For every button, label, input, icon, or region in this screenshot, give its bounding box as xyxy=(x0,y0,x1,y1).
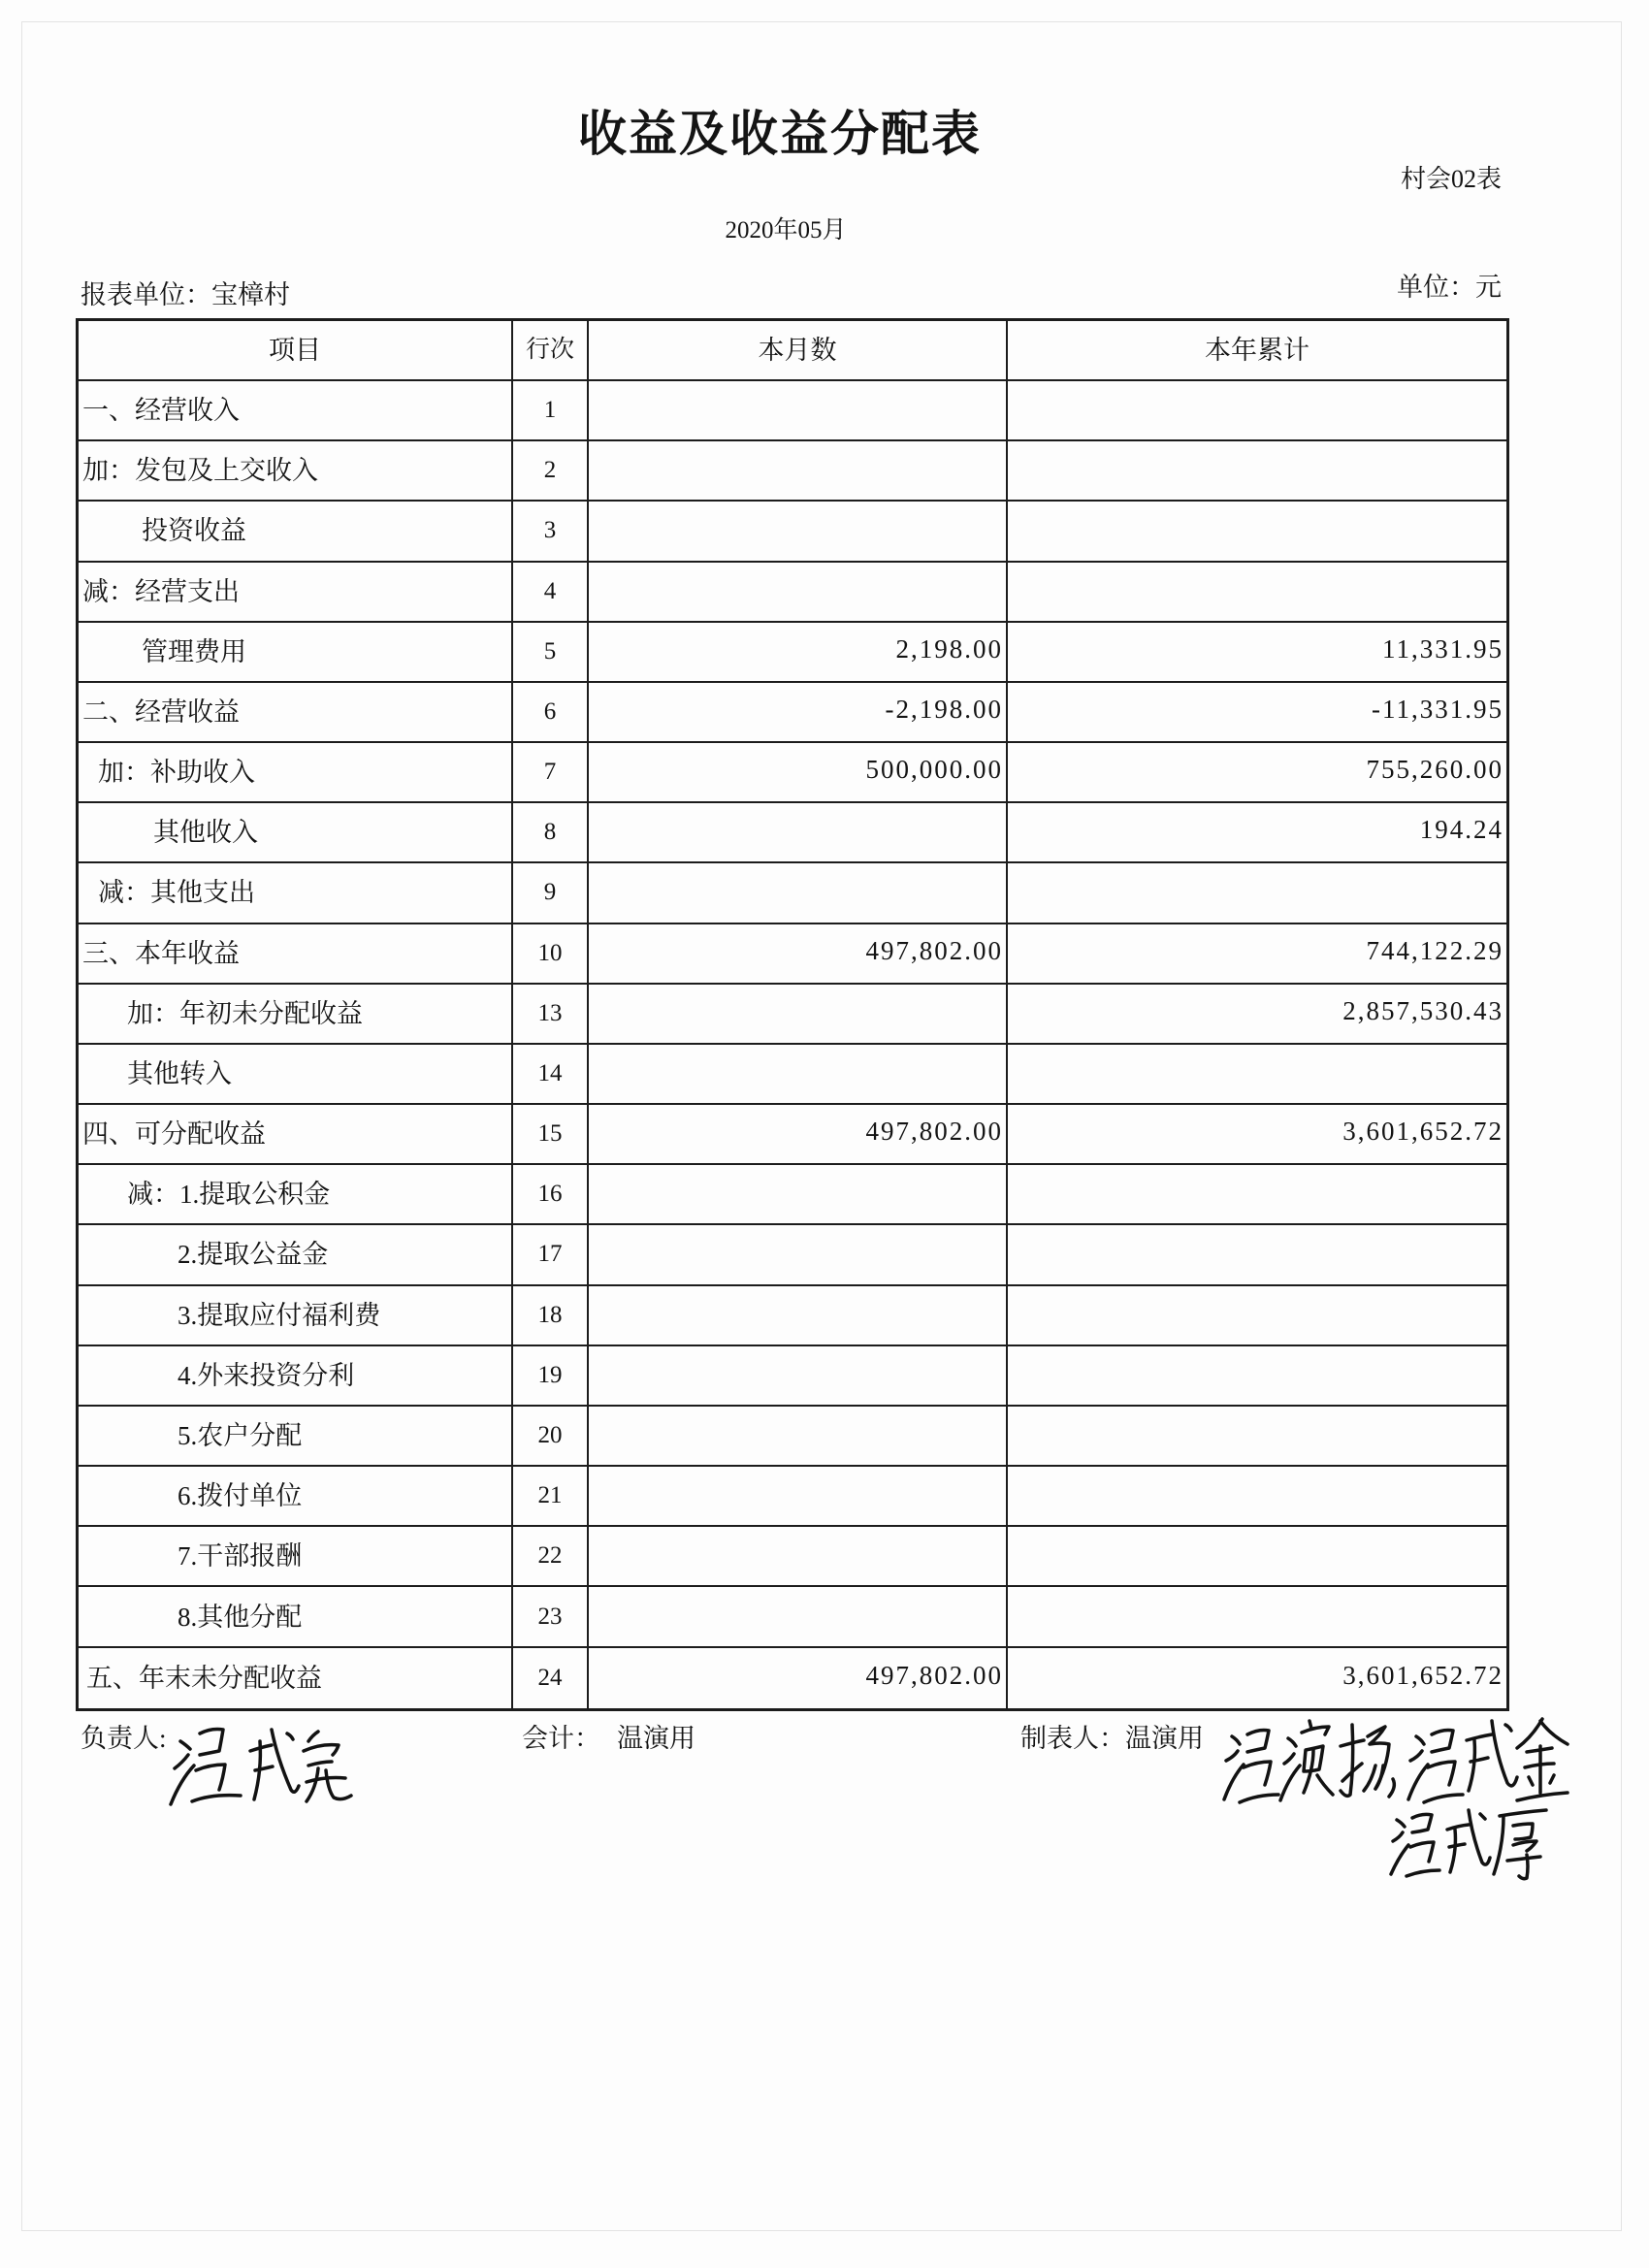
row-item-cell xyxy=(79,1407,513,1465)
row-item-label: 7.干部报酬 xyxy=(178,1541,303,1571)
row-item-label: 三、本年收益 xyxy=(82,938,240,968)
row-year-to-date-value: -11,331.95 xyxy=(1372,694,1504,724)
row-current-month-value: 497,802.00 xyxy=(865,935,1003,965)
row-item-cell xyxy=(79,1648,513,1708)
header-year-to-date xyxy=(1008,321,1506,379)
row-current-month-cell xyxy=(589,1165,1008,1223)
row-year-to-date-value: 755,260.00 xyxy=(1366,755,1504,785)
row-line-no: 2 xyxy=(543,457,557,484)
preparer xyxy=(1020,1724,1204,1753)
row-line-no: 8 xyxy=(543,819,557,846)
row-year-to-date-cell xyxy=(1008,1587,1506,1645)
row-item-cell xyxy=(79,502,513,560)
row-line-no-cell xyxy=(513,1346,589,1405)
row-item-label: 四、可分配收益 xyxy=(82,1119,266,1150)
row-year-to-date-cell xyxy=(1008,381,1506,439)
row-year-to-date-cell xyxy=(1008,1165,1506,1223)
row-year-to-date-cell xyxy=(1008,1105,1506,1163)
row-current-month-cell xyxy=(589,1527,1008,1585)
row-item-label: 加：发包及上交收入 xyxy=(82,456,318,486)
row-item-label: 减：1.提取公积金 xyxy=(127,1180,331,1210)
row-line-no: 16 xyxy=(537,1181,563,1208)
row-year-to-date-value: 3,601,652.72 xyxy=(1342,1660,1504,1690)
row-current-month-cell xyxy=(589,1587,1008,1645)
row-item-cell xyxy=(79,1045,513,1103)
row-current-month-cell xyxy=(589,863,1008,922)
row-item-cell xyxy=(79,1346,513,1405)
row-year-to-date-value: 11,331.95 xyxy=(1382,633,1504,664)
table-row xyxy=(79,743,1506,803)
row-current-month-value: 497,802.00 xyxy=(865,1117,1003,1147)
header-item-label: 项目 xyxy=(269,336,321,365)
row-line-no: 3 xyxy=(543,517,557,544)
row-current-month-cell xyxy=(589,381,1008,439)
row-line-no: 20 xyxy=(537,1422,563,1448)
row-line-no: 18 xyxy=(537,1301,563,1328)
row-current-month-cell xyxy=(589,1648,1008,1708)
row-line-no: 19 xyxy=(537,1361,563,1388)
row-current-month-cell xyxy=(589,803,1008,861)
row-item-label: 5.农户分配 xyxy=(178,1421,303,1450)
reporting-unit xyxy=(81,280,290,309)
income-distribution-table xyxy=(76,318,1509,1711)
form-code: 村会02表 xyxy=(1400,165,1502,193)
row-item-label: 8.其他分配 xyxy=(178,1602,303,1632)
table-row xyxy=(79,1467,1506,1527)
row-line-no: 7 xyxy=(543,759,557,786)
accountant-name: 温演用 xyxy=(617,1724,695,1753)
table-row xyxy=(79,863,1506,923)
row-current-month-cell xyxy=(589,623,1008,681)
row-current-month-value: 497,802.00 xyxy=(865,1660,1003,1690)
table-row xyxy=(79,683,1506,743)
handwritten-signatures-row-2 xyxy=(1385,1800,1555,1886)
row-line-no-cell xyxy=(513,1407,589,1465)
table-row xyxy=(79,563,1506,623)
row-line-no: 6 xyxy=(543,697,557,725)
row-item-cell xyxy=(79,985,513,1043)
row-year-to-date-cell xyxy=(1008,563,1506,621)
row-current-month-cell xyxy=(589,924,1008,983)
row-line-no: 5 xyxy=(543,637,557,664)
row-item-label: 4.外来投资分利 xyxy=(178,1360,355,1390)
row-line-no-cell xyxy=(513,1165,589,1223)
reporting-unit-label: 报表单位： xyxy=(81,280,211,309)
row-item-cell xyxy=(79,863,513,922)
row-item-label: 其他转入 xyxy=(127,1058,232,1088)
row-item-label: 减：经营支出 xyxy=(82,576,240,606)
row-line-no-cell xyxy=(513,1045,589,1103)
row-line-no-cell xyxy=(513,1587,589,1645)
row-current-month-cell xyxy=(589,985,1008,1043)
header-year-to-date-label: 本年累计 xyxy=(1205,336,1310,365)
row-line-no: 15 xyxy=(537,1120,563,1148)
responsible-label: 负责人: xyxy=(81,1724,167,1753)
report-period: 2020年05月 xyxy=(725,217,847,243)
row-item-label: 加：年初未分配收益 xyxy=(127,998,363,1028)
header-current-month xyxy=(589,321,1008,379)
row-year-to-date-cell xyxy=(1008,803,1506,861)
row-line-no: 13 xyxy=(537,999,563,1026)
row-current-month-cell xyxy=(589,563,1008,621)
row-line-no-cell xyxy=(513,502,589,560)
row-current-month-cell xyxy=(589,1045,1008,1103)
row-year-to-date-cell xyxy=(1008,1286,1506,1345)
row-year-to-date-cell xyxy=(1008,1045,1506,1103)
row-line-no: 1 xyxy=(543,397,557,424)
row-year-to-date-cell xyxy=(1008,683,1506,741)
row-line-no: 23 xyxy=(537,1603,563,1630)
row-year-to-date-cell xyxy=(1008,623,1506,681)
row-line-no: 4 xyxy=(543,577,557,604)
row-year-to-date-cell xyxy=(1008,1648,1506,1708)
row-year-to-date-cell xyxy=(1008,1407,1506,1465)
row-year-to-date-cell xyxy=(1008,1467,1506,1525)
header-line-no-label: 行次 xyxy=(525,337,574,363)
row-year-to-date-value: 744,122.29 xyxy=(1366,935,1504,965)
row-line-no: 21 xyxy=(537,1482,563,1509)
row-item-cell xyxy=(79,1467,513,1525)
row-current-month-cell xyxy=(589,1286,1008,1345)
row-item-label: 其他收入 xyxy=(153,818,258,848)
table-row xyxy=(79,1105,1506,1165)
preparer-label: 制表人： xyxy=(1020,1724,1125,1753)
row-line-no-cell xyxy=(513,1286,589,1345)
row-line-no-cell xyxy=(513,1648,589,1708)
row-line-no-cell xyxy=(513,985,589,1043)
row-year-to-date-cell xyxy=(1008,1225,1506,1283)
table-row xyxy=(79,803,1506,863)
row-item-label: 6.拨付单位 xyxy=(178,1481,303,1511)
table-row xyxy=(79,1527,1506,1587)
accountant-label: 会计： xyxy=(522,1724,600,1753)
row-current-month-value: 2,198.00 xyxy=(895,633,1003,664)
row-item-cell xyxy=(79,441,513,500)
row-line-no-cell xyxy=(513,683,589,741)
row-item-cell xyxy=(79,1587,513,1645)
row-line-no: 22 xyxy=(537,1542,563,1570)
row-year-to-date-value: 3,601,652.72 xyxy=(1342,1117,1504,1147)
row-item-label: 减：其他支出 xyxy=(98,878,255,908)
table-row xyxy=(79,1286,1506,1346)
row-line-no-cell xyxy=(513,563,589,621)
row-item-label: 3.提取应付福利费 xyxy=(178,1300,381,1330)
row-item-label: 投资收益 xyxy=(142,516,246,546)
row-current-month-cell xyxy=(589,1407,1008,1465)
header-current-month-label: 本月数 xyxy=(758,336,837,365)
row-year-to-date-cell xyxy=(1008,502,1506,560)
row-item-cell xyxy=(79,1165,513,1223)
row-year-to-date-cell xyxy=(1008,743,1506,801)
row-year-to-date-cell xyxy=(1008,1527,1506,1585)
header-item xyxy=(79,321,513,379)
row-item-cell xyxy=(79,803,513,861)
currency-unit: 单位：元 xyxy=(1397,273,1502,302)
row-line-no: 9 xyxy=(543,879,557,906)
row-item-cell xyxy=(79,1105,513,1163)
table-row xyxy=(79,1407,1506,1467)
table-header-row xyxy=(79,321,1506,381)
header-line-no xyxy=(513,321,589,379)
row-item-cell xyxy=(79,563,513,621)
row-line-no-cell xyxy=(513,1105,589,1163)
row-item-label: 一、经营收入 xyxy=(82,396,240,426)
table-row xyxy=(79,381,1506,441)
row-current-month-cell xyxy=(589,743,1008,801)
row-item-cell xyxy=(79,381,513,439)
row-line-no-cell xyxy=(513,924,589,983)
row-line-no: 17 xyxy=(537,1241,563,1268)
row-item-label: 五、年末未分配收益 xyxy=(86,1663,322,1693)
row-line-no-cell xyxy=(513,441,589,500)
table-row xyxy=(79,623,1506,683)
row-line-no-cell xyxy=(513,743,589,801)
row-current-month-cell xyxy=(589,1346,1008,1405)
table-row xyxy=(79,441,1506,502)
table-row xyxy=(79,985,1506,1045)
row-year-to-date-value: 194.24 xyxy=(1419,815,1504,845)
row-line-no-cell xyxy=(513,803,589,861)
row-item-cell xyxy=(79,683,513,741)
row-line-no: 14 xyxy=(537,1059,563,1086)
row-year-to-date-value: 2,857,530.43 xyxy=(1342,995,1504,1025)
row-item-label: 管理费用 xyxy=(142,636,246,666)
row-line-no-cell xyxy=(513,863,589,922)
table-row xyxy=(79,1045,1506,1105)
row-item-cell xyxy=(79,743,513,801)
responsible-signature xyxy=(163,1712,357,1814)
row-year-to-date-cell xyxy=(1008,924,1506,983)
row-line-no-cell xyxy=(513,1527,589,1585)
row-current-month-cell xyxy=(589,683,1008,741)
row-line-no-cell xyxy=(513,1225,589,1283)
table-row xyxy=(79,1648,1506,1708)
table-row xyxy=(79,1346,1506,1407)
row-line-no: 10 xyxy=(537,939,563,966)
table-row xyxy=(79,1225,1506,1285)
table-body xyxy=(79,381,1506,1708)
row-current-month-value: 500,000.00 xyxy=(865,755,1003,785)
row-item-label: 加：补助收入 xyxy=(98,758,255,788)
row-line-no-cell xyxy=(513,1467,589,1525)
row-year-to-date-cell xyxy=(1008,863,1506,922)
row-line-no: 24 xyxy=(537,1664,563,1691)
reporting-unit-value: 宝樟村 xyxy=(211,280,290,309)
row-line-no-cell xyxy=(513,381,589,439)
table-row xyxy=(79,1587,1506,1647)
row-current-month-cell xyxy=(589,441,1008,500)
row-item-label: 2.提取公益金 xyxy=(178,1240,329,1270)
row-current-month-cell xyxy=(589,502,1008,560)
table-row xyxy=(79,502,1506,562)
row-current-month-cell xyxy=(589,1467,1008,1525)
row-year-to-date-cell xyxy=(1008,985,1506,1043)
row-item-cell xyxy=(79,623,513,681)
table-row xyxy=(79,1165,1506,1225)
preparer-name: 温演用 xyxy=(1125,1724,1204,1753)
row-item-label: 二、经营收益 xyxy=(82,697,240,727)
row-item-cell xyxy=(79,1527,513,1585)
row-item-cell xyxy=(79,924,513,983)
row-item-cell xyxy=(79,1286,513,1345)
page-title: 收益及收益分配表 xyxy=(578,107,982,161)
row-current-month-value: -2,198.00 xyxy=(885,694,1003,724)
row-current-month-cell xyxy=(589,1105,1008,1163)
row-year-to-date-cell xyxy=(1008,441,1506,500)
table-row xyxy=(79,924,1506,985)
row-current-month-cell xyxy=(589,1225,1008,1283)
row-item-cell xyxy=(79,1225,513,1283)
row-line-no-cell xyxy=(513,623,589,681)
row-year-to-date-cell xyxy=(1008,1346,1506,1405)
